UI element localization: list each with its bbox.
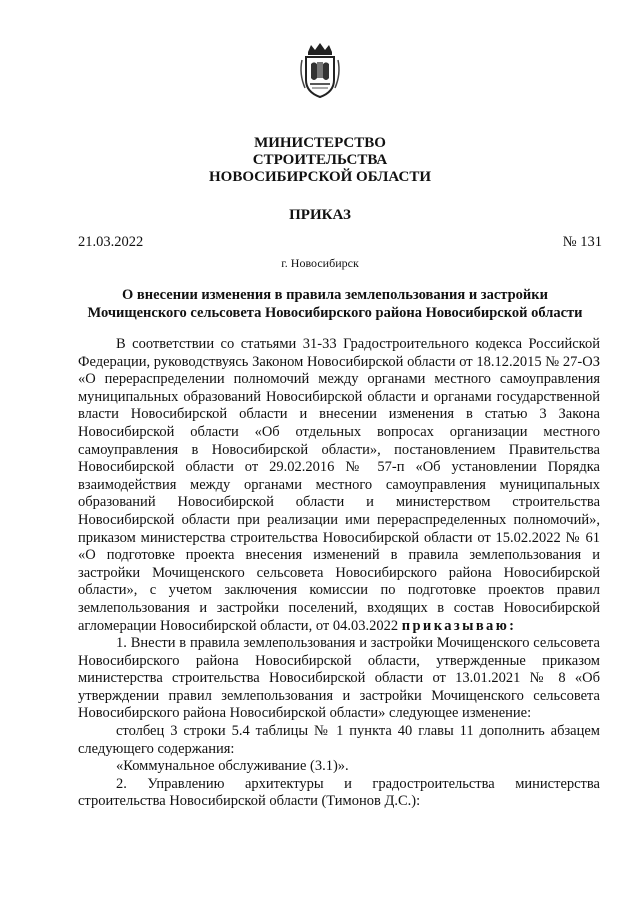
ministry-line-1: МИНИСТЕРСТВО xyxy=(254,135,386,151)
coat-of-arms-icon xyxy=(296,42,344,100)
document-type: ПРИКАЗ xyxy=(289,207,351,223)
ministry-line-3: НОВОСИБИРСКОЙ ОБЛАСТИ xyxy=(208,169,432,185)
paragraph-quote: «Коммунальное обслуживание (3.1)». xyxy=(116,758,349,775)
order-city: г. Новосибирск xyxy=(281,256,359,270)
order-date: 21.03.2022 xyxy=(78,234,144,250)
order-word: приказываю: xyxy=(401,617,517,634)
paragraph-preamble xyxy=(78,336,600,635)
subject-line-2: Мочищенского сельсовета Новосибирского района Новосибирской области xyxy=(87,305,583,321)
order-subject xyxy=(70,286,600,322)
subject-line-1: О внесении изменения в правила землепользования и застройки xyxy=(121,287,548,303)
preamble-text: В соответствии со статьями 31-33 Градостроительного кодекса Российской Федерации, руководствуясь Законом Новосибирской области от 18.12.2015 № 27-ОЗ «О перераспределении полномочий между органами местного самоуправления муниципальных образований Новосибирской области и органами государственной власти Новосибирской области и внесении изменения в статью 3 Закона Новосибирской области «Об отдельных вопросах организации местного самоуправления в Новосибирской области», постановлением Правительства Новосибирской области от 29.02.2016 № 57-п «Об установлении Порядка взаимодействия между органами местного самоуправления муниципальных образований Новосибирской области и министерством строительства Новосибирской области при реализации ими перераспределенных полномочий», приказом министерства строительства Новосибирской области от 15.02.2022 № 61 «О подготовке проекта внесения изменений в правила землепользования и застройки Мочищенского сельсовета Новосибирского района Новосибирской области», с учетом заключения комиссии по подготовке проектов правил землепользования и застройки поселений, входящих в состав Новосибирской агломерации Новосибирской области, от 04.03.2022 xyxy=(78,336,600,634)
order-body xyxy=(78,336,600,811)
order-number: № 131 xyxy=(562,234,602,250)
paragraph-change: столбец 3 строки 5.4 таблицы № 1 пункта 40 главы 11 дополнить абзацем следующего содержания: xyxy=(78,723,600,757)
paragraph-item-1: 1. Внести в правила землепользования и застройки Мочищенского сельсовета Новосибирского района Новосибирской области, утвержденные приказом министерства строительства Новосибирской области от 13.01.2021 № 8 «Об утверждении правил землепользования и застройки Мочищенского сельсовета Новосибирского района Новосибирской области» следующее изменение: xyxy=(78,635,600,722)
paragraph-item-2: 2. Управлению архитектуры и градостроительства министерства строительства Новосибирской области (Тимонов Д.С.): xyxy=(78,775,600,810)
ministry-name xyxy=(0,135,640,186)
ministry-line-2: СТРОИТЕЛЬСТВА xyxy=(252,152,388,168)
